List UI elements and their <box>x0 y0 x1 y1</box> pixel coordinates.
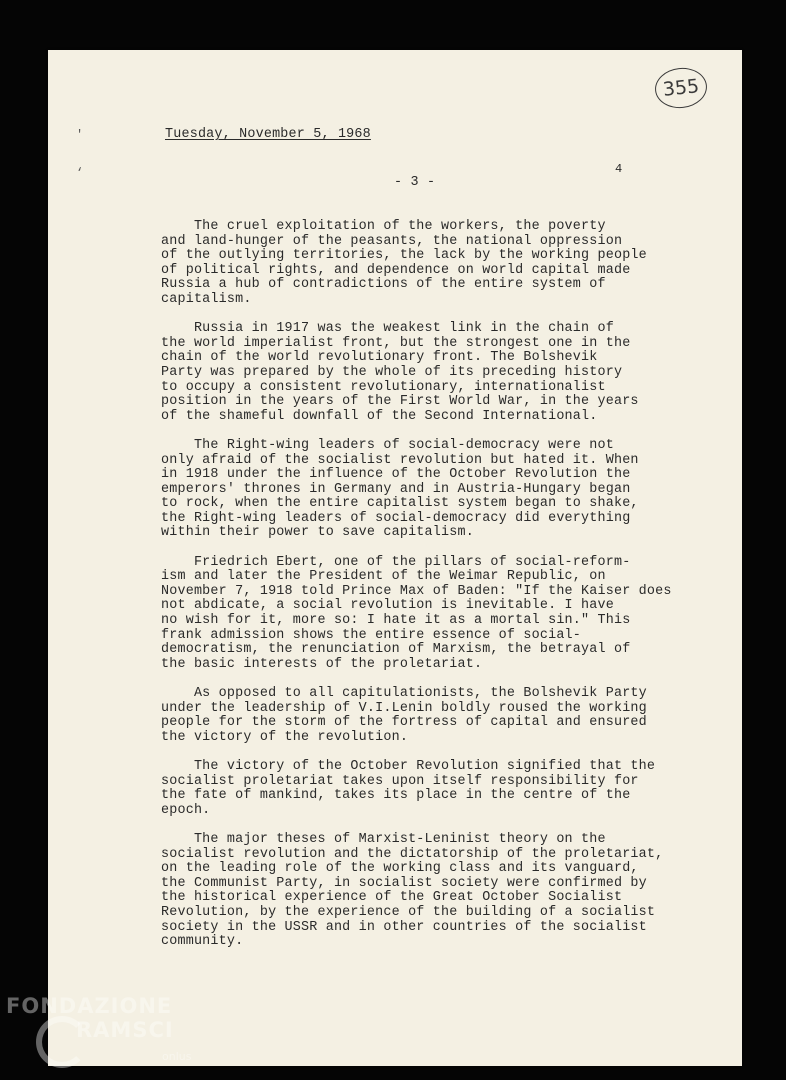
text-line: under the leadership of V.I.Lenin boldly roused the working <box>161 700 647 716</box>
text-line: only afraid of the socialist revolution but hated it. When <box>161 452 639 468</box>
text-line: democratism, the renunciation of Marxism, the betrayal of <box>161 642 631 658</box>
text-line: epoch. <box>161 802 211 818</box>
margin-mark: ‘ <box>76 166 84 180</box>
text-line: the Right-wing leaders of social-democracy did everything <box>161 510 631 526</box>
text-line: within their power to save capitalism. <box>161 525 474 541</box>
text-line: The cruel exploitation of the workers, the poverty <box>161 219 606 234</box>
text-line: socialist proletariat takes upon itself responsibility for <box>161 773 639 789</box>
text-line: ism and later the President of the Weimar Republic, on <box>161 569 606 585</box>
text-line: As opposed to all capitulationists, the Bolshevik Party <box>161 686 647 701</box>
watermark-line-2: RAMSCI <box>76 1018 174 1042</box>
paragraph <box>161 220 721 308</box>
text-line: on the leading role of the working class and its vanguard, <box>161 861 639 877</box>
text-line: to occupy a consistent revolutionary, internationalist <box>161 379 606 395</box>
text-line: Party was prepared by the whole of its preceding history <box>161 364 623 380</box>
text-line: socialist revolution and the dictatorship of the proletariat, <box>161 846 664 862</box>
paragraph <box>161 760 721 818</box>
paragraph <box>161 687 721 745</box>
text-line: frank admission shows the entire essence of social- <box>161 627 582 643</box>
text-line: The Right-wing leaders of social-democracy were not <box>161 437 614 453</box>
text-line: the Communist Party, in socialist society were confirmed by <box>161 875 647 891</box>
text-line: not abdicate, a social revolution is inevitable. I have <box>161 598 614 614</box>
text-line: position in the years of the First World War, in the years <box>161 394 639 410</box>
text-line: the victory of the revolution. <box>161 729 409 745</box>
fondazione-gramsci-watermark <box>6 994 206 1074</box>
paragraph <box>161 556 721 673</box>
text-line: and land-hunger of the peasants, the national oppression <box>161 233 623 249</box>
text-line: Russia a hub of contradictions of the entire system of <box>161 277 606 293</box>
text-line: The major theses of Marxist-Leninist theory on the <box>161 831 606 847</box>
text-line: Revolution, by the experience of the building of a socialist <box>161 904 656 920</box>
margin-mark: ' <box>76 128 84 142</box>
page-number: - 3 - <box>394 175 436 190</box>
text-line: the basic interests of the proletariat. <box>161 656 483 672</box>
paragraph <box>161 833 721 950</box>
text-line: the historical experience of the Great October Socialist <box>161 890 623 906</box>
document-page <box>48 50 742 1066</box>
text-line: society in the USSR and in other countries of the socialist <box>161 919 647 935</box>
watermark-line-1: FONDAZIONE <box>6 994 173 1018</box>
handwritten-page-number: 4 <box>615 162 623 176</box>
text-line: the fate of mankind, takes its place in the centre of the <box>161 788 631 804</box>
watermark-line-3: onlus <box>162 1050 192 1063</box>
text-line: The victory of the October Revolution signified that the <box>161 758 656 774</box>
text-line: in 1918 under the influence of the October Revolution the <box>161 467 631 483</box>
text-line: of political rights, and dependence on world capital made <box>161 262 631 278</box>
paragraph <box>161 439 721 541</box>
text-line: chain of the world revolutionary front. The Bolshevik <box>161 350 598 366</box>
text-line: no wish for it, more so: I hate it as a mortal sin." This <box>161 613 631 629</box>
text-line: emperors' thrones in Germany and in Austria-Hungary began <box>161 481 631 497</box>
paragraph <box>161 322 721 424</box>
folio-stamp: 355 <box>653 65 709 110</box>
text-line: community. <box>161 934 244 950</box>
text-line: capitalism. <box>161 291 252 307</box>
text-line: Russia in 1917 was the weakest link in the chain of <box>161 321 614 337</box>
text-line: to rock, when the entire capitalist system began to shake, <box>161 496 639 512</box>
text-line: the world imperialist front, but the strongest one in the <box>161 335 631 351</box>
document-date: Tuesday, November 5, 1968 <box>165 127 371 142</box>
text-line: of the shameful downfall of the Second International. <box>161 408 598 424</box>
document-body <box>161 220 721 964</box>
text-line: November 7, 1918 told Prince Max of Baden: "If the Kaiser does <box>161 583 672 599</box>
text-line: Friedrich Ebert, one of the pillars of social-reform- <box>161 554 631 570</box>
text-line: of the outlying territories, the lack by the working people <box>161 248 647 264</box>
text-line: people for the storm of the fortress of capital and ensured <box>161 715 647 731</box>
